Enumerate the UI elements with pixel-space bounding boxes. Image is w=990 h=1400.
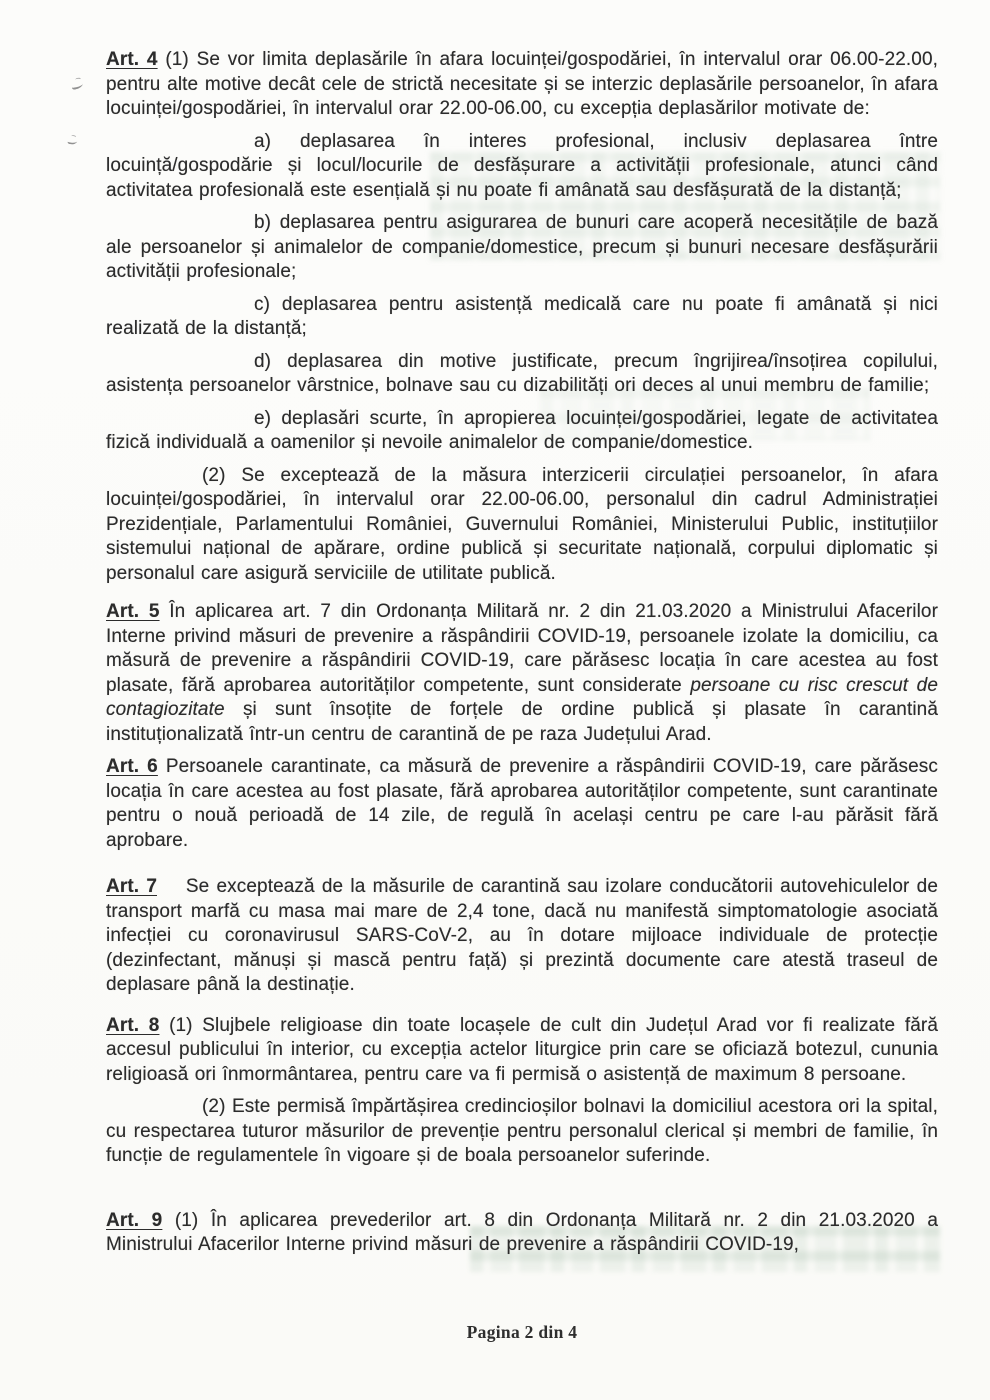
- article-number: Art. 8: [106, 1014, 160, 1036]
- art-4-par-1: [106, 48, 938, 122]
- paragraph-text: persoane cu risc crescut de contagiozitate: [106, 674, 938, 720]
- document-body: [106, 48, 938, 1258]
- article-number: Art. 4: [106, 49, 158, 70]
- paragraph-text: d) deplasarea din motive justificate, precum îngrijirea/însoțirea copilului, asistența persoanelor vârstnice, bolnave sau cu dizabilități ori deces al unui membru de familie;: [106, 350, 938, 396]
- art-5: [106, 600, 938, 747]
- scan-speck-artifact: [72, 81, 84, 91]
- art-8-par-2: [106, 1095, 938, 1169]
- paragraph-text: Persoanele carantinate, ca măsură de prevenire a răspândirii COVID-19, care părăsesc locația în care acestea au fost plasate, fără aprobarea autorităților competente, sunt carantinate pentru o nouă perioadă de 14 zile, de regulă în același centru pe care l-au părăsit fără aprobare.: [106, 756, 938, 851]
- paragraph-text: (1) Slujbele religioase din toate locașele de cult din Județul Arad vor fi realizate fără accesul publicului în interior, cu excepția actelor liturgice prin care se oficiază botezul, cununia religioasă ori înmormântarea, pentru care va fi permisă o asistență de maximum 8 persoane.: [106, 1014, 938, 1085]
- paragraph-text: (1) Se vor limita deplasările în afara locuinței/gospodăriei, în intervalul orar 06.00-22.00, pentru alte motive decât cele de strictă necesitate și se interzic deplasările persoanelor, în afara locuinței/gospodăriei, în intervalul orar 22.00-06.00, cu excepția deplasărilor motivate de:: [106, 49, 939, 119]
- paragraph-text: b) deplasarea pentru asigurarea de bunuri care acoperă necesitățile de bază ale persoanelor și animalelor de companie/domestice, precum și bunuri necesare desfășurării activității profesionale;: [106, 212, 938, 282]
- paragraph-text: (2) Este permisă împărtășirea credincioșilor bolnavi la domiciliul acestora ori la spital, cu respectarea tuturor măsurilor de prevenție pentru personalul clerical și membri de familie, în funcție de regulamentele în vigoare și de boala persoanelor suferinde.: [106, 1096, 938, 1166]
- paragraph-text: și sunt însoțite de forțele de ordine publică și plasate în carantină instituționalizată într-un centru de carantină de pe raza Județului Arad.: [106, 699, 938, 745]
- art-4-par-2: [106, 464, 938, 587]
- paragraph-text: În aplicarea art. 7 din Ordonanța Militară nr. 2 din 21.03.2020 a Ministrului Afacerilor Interne privind măsuri de prevenire a răspândirii COVID-19, persoanele izolate la domiciliu, ca măsură de prevenire a răspândirii COVID-19, care părăsesc locația în care acestea au fost plasate, fără aprobarea autorităților competente, sunt considerate: [106, 601, 938, 696]
- art-4-item-a: [106, 130, 938, 204]
- paragraph-text: e) deplasări scurte, în apropierea locuinței/gospodăriei, legate de activitatea fizică individuală a oamenilor și nevoile animalelor de companie/domestice.: [106, 407, 938, 453]
- article-number: Art. 7: [106, 876, 157, 897]
- art-4-item-d: [106, 350, 938, 399]
- art-6: [106, 755, 938, 853]
- art-8-par-1: [106, 1014, 938, 1088]
- paragraph-text: (1) În aplicarea prevederilor art. 8 din Ordonanța Militară nr. 2 din 21.03.2020 a Ministrului Afacerilor Interne privind măsuri de prevenire a răspândirii COVID-19,: [106, 1209, 939, 1255]
- art-7: [106, 875, 938, 998]
- paragraph-text: c) deplasarea pentru asistență medicală care nu poate fi amânată și nici realizată de la distanță;: [106, 293, 938, 339]
- page-footer: [106, 1322, 938, 1343]
- paragraph-text: (2) Se exceptează de la măsura interzicerii circulației persoanelor, în afara locuinței/gospodăriei, în intervalul orar 22.00-06.00, personalul din cadrul Administrației Prezidențiale, Parlamentului României, Guvernului României, Ministerului Public, instituțiilor sistemului național de apărare, ordine publică și securitate națională, corpului diplomatic și personalul care asigură serviciile de utilitate publică.: [106, 464, 938, 584]
- article-number: Art. 5: [106, 601, 160, 622]
- art-9-par-1: [106, 1209, 938, 1258]
- paragraph-text: a) deplasarea în interes profesional, inclusiv deplasarea între locuință/gospodărie și locul/locurile de desfășurare a activității profesionale, atunci când activitatea profesională este esențială și nu poate fi amânată sau desfășurată de la distanță;: [106, 130, 938, 201]
- art-4-item-b: [106, 211, 938, 285]
- art-4-item-e: [106, 407, 938, 456]
- paragraph-text: Se exceptează de la măsurile de carantină sau izolare conducătorii autovehiculelor de transport marfă cu masa mai mare de 2,4 tone, dacă nu manifestă simptomatologie asociată infecției cu coronavirusul SARS-CoV-2, au în dotare mijloace individuale de protecție (dezinfectant, mănuși și mască pentru față) și prezintă documente care atestă traseul de deplasare până la destinație.: [106, 876, 938, 995]
- art-4-item-c: [106, 293, 938, 342]
- article-number: Art. 9: [106, 1209, 163, 1231]
- article-number: Art. 6: [106, 756, 158, 777]
- page-number-label: Pagina 2 din 4: [466, 1322, 578, 1342]
- scan-speck-artifact: [67, 138, 78, 145]
